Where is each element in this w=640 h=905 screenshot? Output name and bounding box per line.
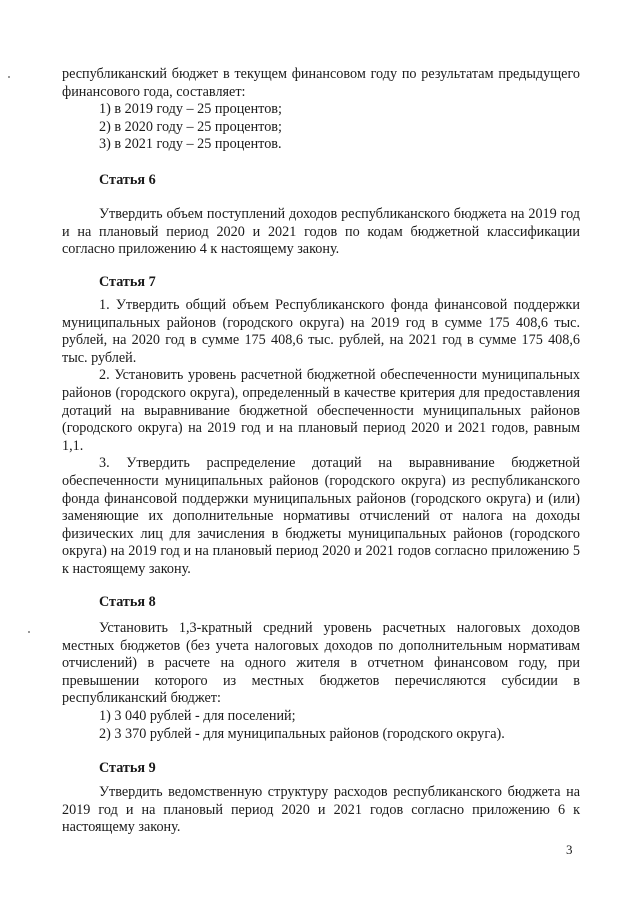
article-9-body bbox=[62, 784, 580, 837]
article-8-body bbox=[62, 620, 580, 743]
scan-speck bbox=[8, 76, 10, 78]
article-heading: Статья 6 bbox=[99, 172, 156, 188]
scan-speck bbox=[28, 631, 30, 633]
article-7 bbox=[62, 274, 580, 292]
article-9 bbox=[62, 760, 580, 778]
intro-paragraph: республиканский бюджет в текущем финансовом году по результатам предыдущего финансового года, составляет: bbox=[62, 66, 580, 100]
article-7-body bbox=[62, 297, 580, 579]
intro-section bbox=[62, 66, 580, 154]
article-paragraph: Установить 1,3-кратный средний уровень расчетных налоговых доходов местных бюджетов (без учета налоговых доходов по дополнительным нормативам отчислений) в расчете на одного жителя в отчетном финансовом году, при превышении которого из местных бюджетов перечисляются субсидии в республиканский бюджет: bbox=[62, 620, 580, 707]
article-paragraph: Утвердить объем поступлений доходов республиканского бюджета на 2019 год и на плановый период 2020 и 2021 годов по кодам бюджетной классификации согласно приложению 4 к настоящему закону. bbox=[62, 206, 580, 258]
article-heading: Статья 7 bbox=[99, 274, 156, 290]
article-8 bbox=[62, 594, 580, 612]
article-6-body bbox=[62, 206, 580, 259]
article-paragraph: 3. Утвердить распределение дотаций на выравнивание бюджетной обеспеченности муниципальных районов (городского округа) из республиканского фонда финансовой поддержки муниципальных районов (городского округа) и (или) заменяющие их дополнительные нормативы отчислений от налога на доходы физических лиц для зачисления в бюджеты муниципальных районов (городского округа) на 2019 год и на плановый период 2020 и 2021 годов согласно приложению 5 к настоящему закону. bbox=[62, 455, 580, 577]
article-paragraph: Утвердить ведомственную структуру расходов республиканского бюджета на 2019 год и на плановый период 2020 и 2021 годов согласно приложению 6 к настоящему закону. bbox=[62, 784, 580, 836]
list-item: 3) в 2021 году – 25 процентов. bbox=[99, 136, 282, 153]
list-item: 1) 3 040 рублей - для поселений; bbox=[99, 707, 296, 724]
list-item: 1) в 2019 году – 25 процентов; bbox=[99, 101, 282, 118]
article-heading: Статья 9 bbox=[99, 760, 156, 776]
article-paragraph: 1. Утвердить общий объем Республиканского фонда финансовой поддержки муниципальных районов (городского округа) на 2019 год в сумме 175 408,6 тыс. рублей, на 2020 год в сумме 175 408,6 тыс. рублей, на 2021 год в сумме 175 408,6 тыс. рублей. bbox=[62, 297, 580, 366]
article-paragraph: 2. Установить уровень расчетной бюджетной обеспеченности муниципальных районов (городского округа), определенный в качестве критерия для предоставления дотаций на выравнивание бюджетной обеспеченности муниципальных районов (городского округа) на 2019 год и на плановый период 2020 и 2021 годов, равным 1,1. bbox=[62, 367, 580, 454]
page-number: 3 bbox=[566, 842, 573, 857]
list-item: 2) 3 370 рублей - для муниципальных районов (городского округа). bbox=[99, 725, 505, 742]
article-heading: Статья 8 bbox=[99, 594, 156, 610]
article-6 bbox=[62, 172, 580, 190]
list-item: 2) в 2020 году – 25 процентов; bbox=[99, 118, 282, 135]
